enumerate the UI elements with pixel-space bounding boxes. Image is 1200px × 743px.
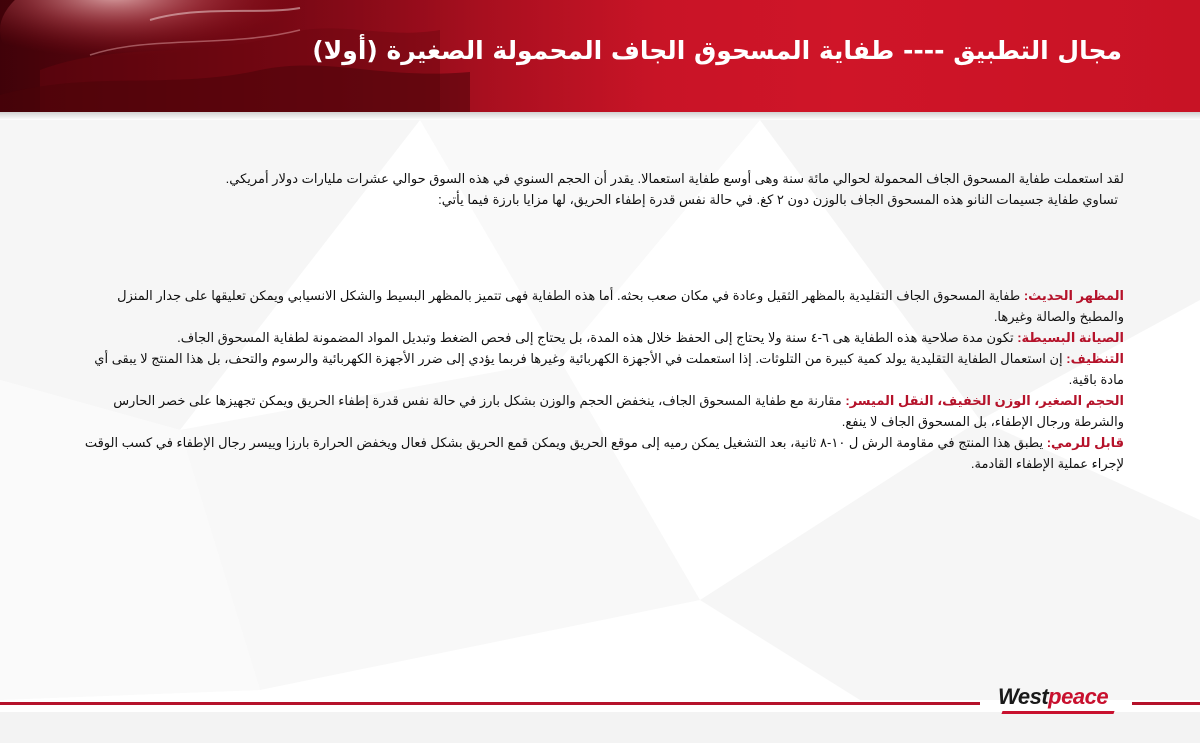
intro-line-2: تساوي طفاية جسيمات النانو هذه المسحوق الجاف بالوزن دون ٢ كغ. في حالة نفس قدرة إطفاء الحريق، لها مزايا بارزة فيما يأتي: — [438, 192, 1118, 207]
intro-line-1: لقد استعملت طفاية المسحوق الجاف المحمولة لحوالي مائة سنة وهى أوسع طفاية استعمالا. يقدر أن الحجم السنوي في هذه السوق حوالي عشرات مليارات دولار أمريكي. — [225, 171, 1124, 186]
feature-item — [70, 390, 1124, 432]
header-banner — [0, 0, 1200, 112]
intro-paragraph — [70, 168, 1124, 210]
feature-text: يطبق هذا المنتج في مقاومة الرش ل ١٠-٨ ثانية، بعد التشغيل يمكن رميه إلى موقع الحريق ويمكن قمع الحريق بشكل فعال ويخفض الحرارة بارزا وييسر رجال الإطفاء في كسب الوقت لإجراء عملية الإطفاء القادمة. — [84, 435, 1124, 471]
feature-term: الصيانة البسيطة: — [1017, 330, 1124, 345]
footer-divider-left — [0, 702, 980, 705]
feature-term: التنظيف: — [1066, 351, 1124, 366]
page-title: مجال التطبيق ---- طفاية المسحوق الجاف المحمولة الصغيرة (أولا) — [312, 36, 1122, 65]
logo-part-peace: peace — [1048, 684, 1109, 709]
feature-text: طفاية المسحوق الجاف التقليدية بالمظهر الثقيل وعادة في مكان صعب بحثه. أما هذه الطفاية فهى تتميز بالمظهر البسيط والشكل الانسيابي ويمكن تعليقها على جدار المنزل والمطبخ والصالة وغيرها. — [117, 288, 1124, 324]
logo-wordmark — [998, 684, 1108, 710]
feature-term: الحجم الصغير، الوزن الخفيف، النقل الميسر: — [845, 393, 1124, 408]
feature-item — [70, 285, 1124, 327]
feature-term: قابل للرمي: — [1046, 435, 1124, 450]
features-list — [70, 285, 1124, 474]
header-shadow — [0, 112, 1200, 120]
feature-term: المظهر الحديث: — [1023, 288, 1124, 303]
footer-divider-right — [1132, 702, 1200, 705]
westpeace-logo — [988, 684, 1124, 716]
logo-part-west: West — [998, 684, 1049, 709]
feature-text: مقارنة مع طفاية المسحوق الجاف، ينخفض الحجم والوزن بشكل بارز في حالة نفس قدرة إطفاء الحريق ويمكن تجهيزها على خصر الحارس والشرطة ورجال الإطفاء، بل المسحوق الجاف لا ينفع. — [113, 393, 1124, 429]
feature-text: تكون مدة صلاحية هذه الطفاية هى ٦-٤ سنة ولا يحتاج إلى الحفظ خلال هذه المدة، بل يحتاج إلى فحص الضغط وتبديل المواد المضمونة لطفاية المسحوق الجاف. — [177, 330, 1018, 345]
feature-text: إن استعمال الطفاية التقليدية يولد كمية كبيرة من التلوثات. إذا استعملت في الأجهزة الكهربائية وغيرها فربما يؤدي إلى ضرر الأجهزة الكهربائية والرسوم والتحف، بل هذا المنتج لا يبقى أي مادة باقية. — [94, 351, 1124, 387]
feature-item — [70, 432, 1124, 474]
logo-underline — [1001, 711, 1114, 714]
feature-item — [70, 327, 1124, 348]
feature-item — [70, 348, 1124, 390]
